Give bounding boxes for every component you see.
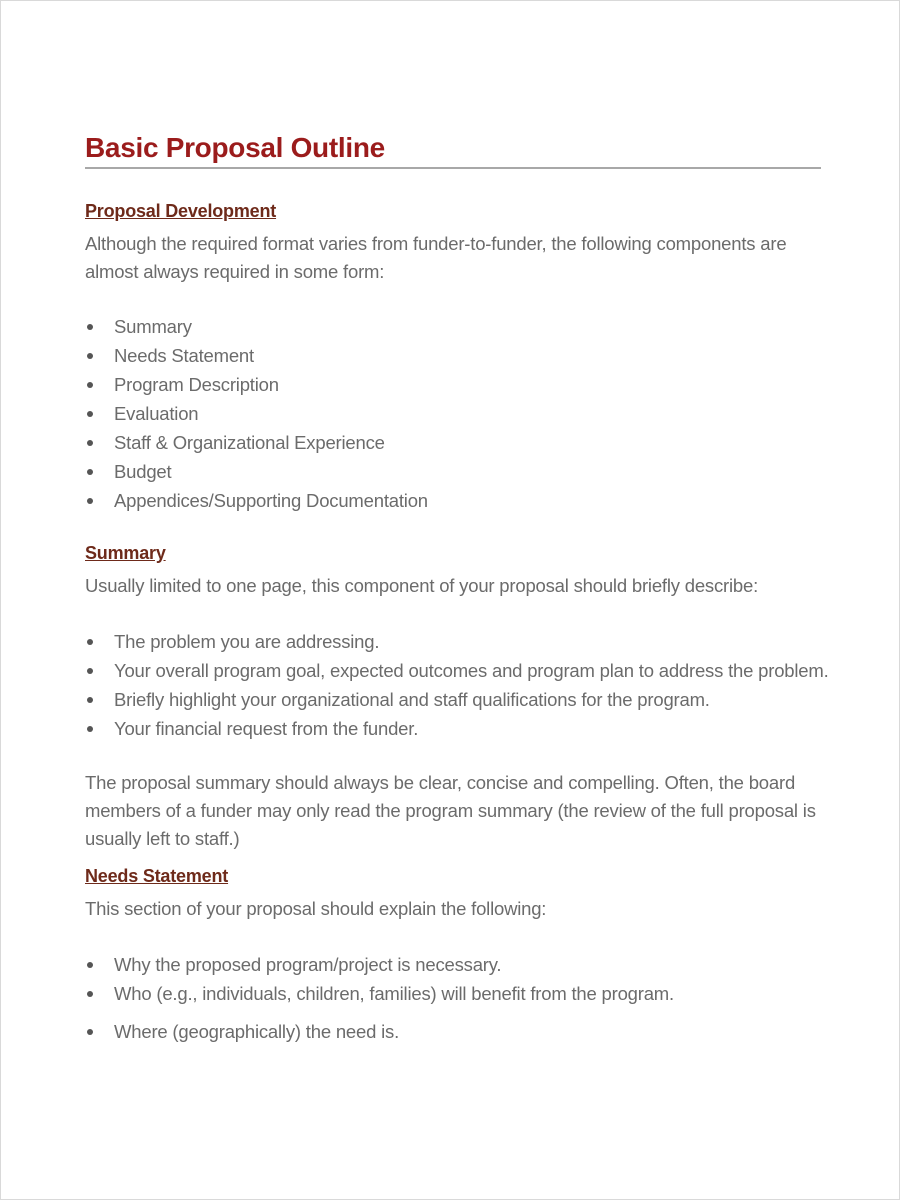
bullet-icon [87, 498, 93, 504]
bullet-icon [87, 991, 93, 997]
list-item [85, 714, 821, 743]
list-item [85, 979, 821, 1008]
list-item-text: Summary [114, 316, 192, 337]
list-item [85, 399, 821, 428]
list-item [85, 656, 829, 685]
list-item-text: Briefly highlight your organizational and staff qualifications for the program. [114, 689, 710, 710]
list-item [85, 370, 821, 399]
bullet-icon [87, 726, 93, 732]
list-item [85, 627, 821, 656]
summary-points-list [85, 627, 829, 743]
list-item-text: Budget [114, 461, 172, 482]
section-heading-summary: Summary [85, 543, 166, 563]
bullet-icon [87, 440, 93, 446]
list-item-text: Who (e.g., individuals, children, families) will benefit from the program. [114, 983, 674, 1004]
section-heading-proposal-development: Proposal Development [85, 201, 277, 221]
bullet-icon [87, 1029, 93, 1035]
list-item-text: The problem you are addressing. [114, 631, 380, 652]
list-item [85, 1017, 821, 1046]
list-item-text: Evaluation [114, 403, 199, 424]
bullet-icon [87, 962, 93, 968]
list-item-text: Your overall program goal, expected outcomes and program plan to address the problem. [114, 660, 829, 681]
bullet-icon [87, 697, 93, 703]
bullet-icon [87, 353, 93, 359]
list-item [85, 312, 821, 341]
bullet-icon [87, 324, 93, 330]
list-item [85, 486, 821, 515]
list-item [85, 950, 821, 979]
document-content [85, 129, 829, 1046]
section-heading-needs-statement: Needs Statement [85, 866, 229, 886]
list-item [85, 457, 821, 486]
list-item-text: Staff & Organizational Experience [114, 432, 385, 453]
list-item [85, 341, 821, 370]
list-item-text: Program Description [114, 374, 279, 395]
bullet-icon [87, 639, 93, 645]
list-item-text: Appendices/Supporting Documentation [114, 490, 428, 511]
title-divider [85, 167, 821, 169]
proposal-development-intro: Although the required format varies from funder-to-funder, the following components are almost always required in some form: [85, 233, 787, 282]
list-item [85, 428, 821, 457]
list-item-text: Needs Statement [114, 345, 254, 366]
list-item [85, 685, 821, 714]
needs-statement-intro: This section of your proposal should explain the following: [85, 898, 547, 919]
document-title: Basic Proposal Outline [85, 132, 385, 163]
bullet-icon [87, 382, 93, 388]
summary-intro: Usually limited to one page, this component of your proposal should briefly describe: [85, 575, 759, 596]
proposal-components-list [85, 312, 821, 515]
bullet-icon [87, 469, 93, 475]
list-item-text: Where (geographically) the need is. [114, 1021, 400, 1042]
needs-statement-list [85, 950, 821, 1046]
list-item-text: Your financial request from the funder. [114, 718, 419, 739]
bullet-icon [87, 411, 93, 417]
summary-closing-paragraph: The proposal summary should always be clear, concise and compelling. Often, the board members of a funder may only read the program summary (the review of the full proposal is usually left to staff.) [85, 772, 816, 849]
list-item-text: Why the proposed program/project is necessary. [114, 954, 502, 975]
bullet-icon [87, 668, 93, 674]
